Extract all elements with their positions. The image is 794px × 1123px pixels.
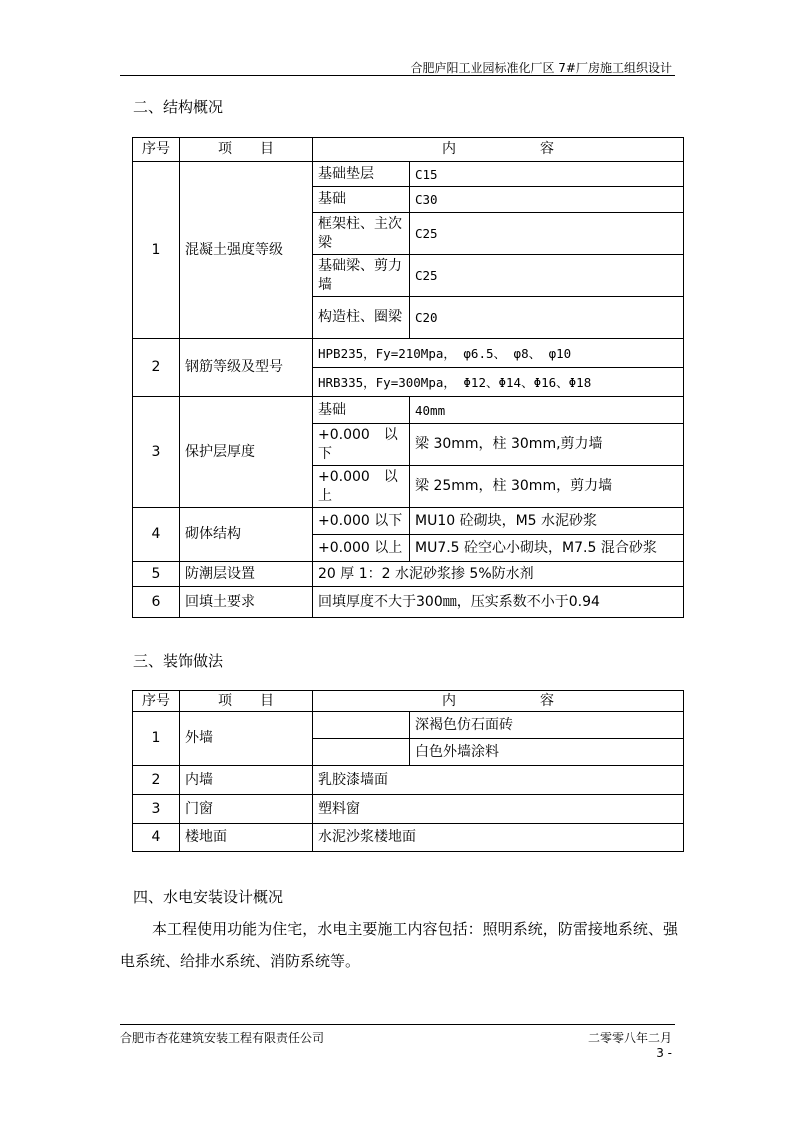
row-value: 塑料窗 [313,795,684,824]
row-no: 2 [133,339,180,397]
table-row [133,587,684,618]
table-row [133,339,684,368]
row-value: 水泥沙浆楼地面 [313,824,684,852]
row-value: 深褐色仿石面砖 [410,712,684,739]
table-row [133,397,684,424]
footer-date: 二零零八年二月 [587,1031,672,1045]
sub-value: C25 [410,213,684,255]
sub-label: 基础梁、剪力墙 [313,255,410,297]
sub-value: C30 [410,187,684,213]
header-item: 项 目 [180,691,313,712]
rebar-line: HRB335，Fy=300Mpa， Φ12、Φ14、Φ16、Φ18 [313,368,684,397]
row-item: 门窗 [180,795,313,824]
header-item: 项 目 [180,138,313,162]
header-content: 内 容 [313,138,684,162]
row-no: 3 [133,795,180,824]
row-value: 回填厚度不大于300㎜，压实系数不小于0.94 [313,587,684,618]
sub-label: +0.000 以下 [313,424,410,466]
page-number: 3 - [656,1046,672,1060]
row-no: 4 [133,508,180,562]
rebar-line: HPB235，Fy=210Mpa， φ6.5、 φ8、 φ10 [313,339,684,368]
header-title: 合肥庐阳工业园标准化厂区 7#厂房施工组织设计 [410,61,672,75]
row-item: 楼地面 [180,824,313,852]
section-title-structure: 二、结构概况 [133,98,224,116]
header-no: 序号 [133,138,180,162]
mep-paragraph: 本工程使用功能为住宅，水电主要施工内容包括：照明系统，防雷接地系统、强电系统、给排水系统、消防系统等。 [120,920,678,970]
sub-value: 梁 30mm，柱 30mm,剪力墙 [410,424,684,466]
sub-value: C25 [410,255,684,297]
table-row [133,508,684,535]
sub-label: +0.000 以上 [313,466,410,508]
row-no: 1 [133,162,180,339]
row-value: 乳胶漆墙面 [313,766,684,795]
table-row [133,766,684,795]
row-item: 混凝土强度等级 [180,162,313,339]
row-value: 20 厚 1：2 水泥砂浆掺 5%防水剂 [313,562,684,587]
sub-value: MU7.5 砼空心小砌块，M7.5 混合砂浆 [410,535,684,562]
footer-company: 合肥市杏花建筑安装工程有限责任公司 [120,1031,325,1045]
row-item: 回填土要求 [180,587,313,618]
footer-divider [120,1024,675,1025]
empty-cell [313,712,410,739]
sub-label: 基础 [313,397,410,424]
table-header-row [133,138,684,162]
row-no: 3 [133,397,180,508]
row-item: 保护层厚度 [180,397,313,508]
header-no: 序号 [133,691,180,712]
table-row [133,824,684,852]
row-no: 2 [133,766,180,795]
sub-value: C15 [410,162,684,187]
sub-value: 40mm [410,397,684,424]
row-no: 5 [133,562,180,587]
sub-label: 构造柱、圈梁 [313,297,410,339]
row-no: 6 [133,587,180,618]
sub-label: 框架柱、主次梁 [313,213,410,255]
row-item: 内墙 [180,766,313,795]
table-row [133,162,684,187]
row-value: 白色外墙涂料 [410,739,684,766]
sub-value: 梁 25mm，柱 30mm，剪力墙 [410,466,684,508]
sub-label: 基础垫层 [313,162,410,187]
table-row [133,795,684,824]
structure-table [132,137,684,618]
row-item: 外墙 [180,712,313,766]
sub-label: +0.000 以上 [313,535,410,562]
header-content: 内 容 [313,691,684,712]
table-header-row [133,691,684,712]
section-title-mep: 四、水电安装设计概况 [133,888,284,906]
table-row [133,562,684,587]
row-item: 防潮层设置 [180,562,313,587]
sub-value: C20 [410,297,684,339]
row-item: 砌体结构 [180,508,313,562]
section-title-decoration: 三、装饰做法 [133,652,224,670]
sub-value: MU10 砼砌块，M5 水泥砂浆 [410,508,684,535]
row-no: 4 [133,824,180,852]
row-no: 1 [133,712,180,766]
sub-label: +0.000 以下 [313,508,410,535]
empty-cell [313,739,410,766]
row-item: 钢筋等级及型号 [180,339,313,397]
header-divider [120,75,675,76]
decoration-table [132,690,684,852]
sub-label: 基础 [313,187,410,213]
table-row [133,712,684,739]
